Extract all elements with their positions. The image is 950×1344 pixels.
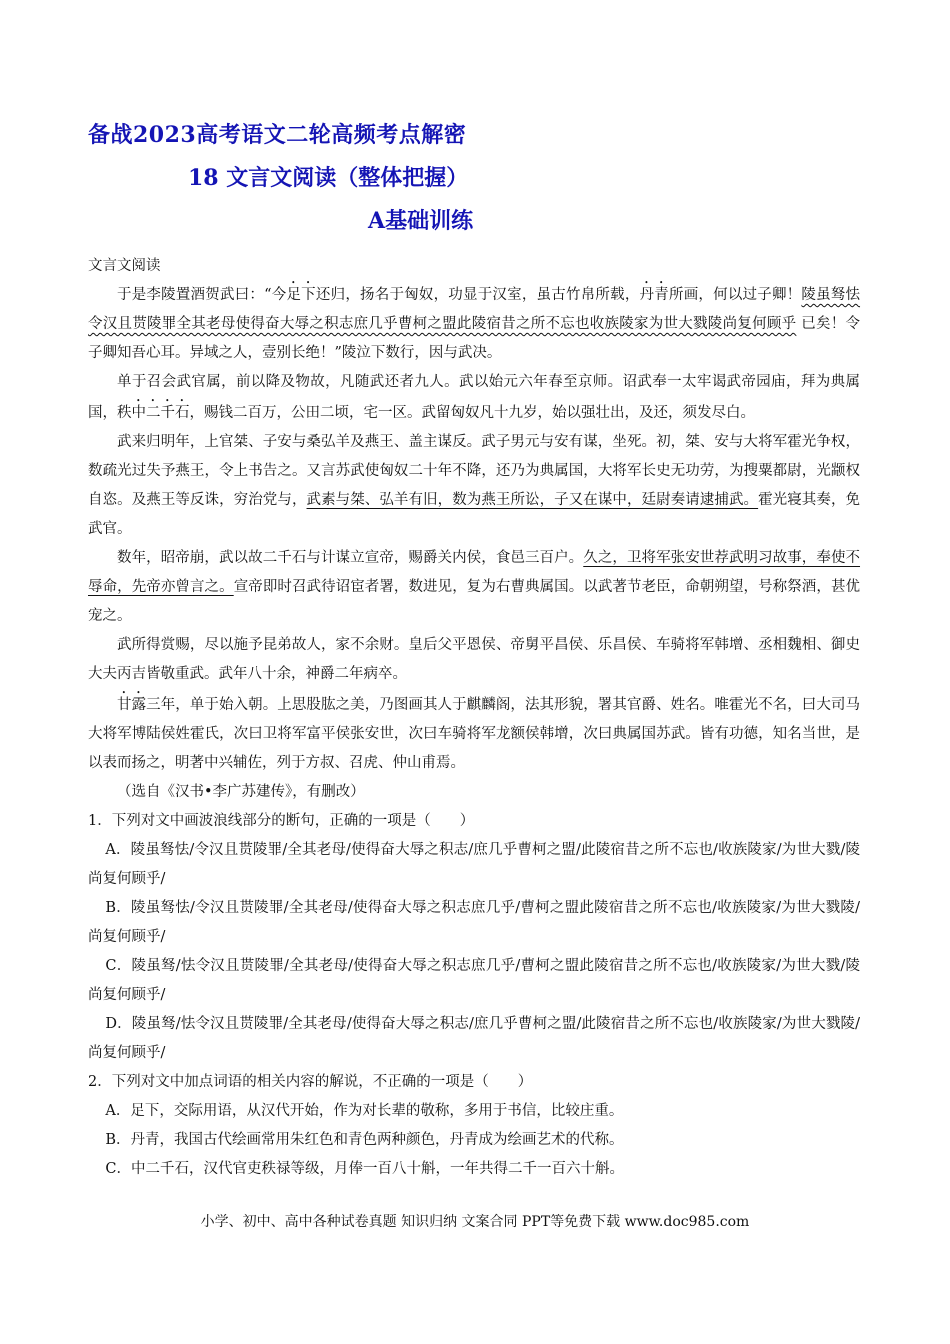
question-1-option-d: D．陵虽驽/怯令汉且贳陵罪/全其老母/使得奋大辱之积志/庶几乎曹柯之盟/此陵宿昔之所不忘也/收族陵家/为世大戮陵/尚复何顾乎/ — [88, 1016, 860, 1061]
wavy-underlined-text: 陵虽驽怯令汉且贳陵罪全其老母使得奋大辱之积志庶几乎曹柯之盟此陵宿昔之所不忘也收族陵家为世大戮陵尚复何顾乎 — [88, 287, 861, 332]
passage-paragraph-3: 武来归明年，上官桀、子安与桑弘羊及燕王、盖主谋反。武子男元与安有谋，坐死。初，桀、安与大将军霍光争权，数疏光过失予燕王，令上书告之。又言苏武使匈奴二十年不降，还乃为典属国，大将军长史无功劳，为搜粟都尉，光颛权自恣。及燕王等反诛，穷治党与，武素与桀、弘羊有旧，数为燕王所讼，子又在谋中，廷尉奏请逮捕武。霍光寝其奏，免武官。 — [88, 434, 861, 537]
emphasis-term-zuxia: 足下 — [286, 287, 316, 303]
question-1-option-b: B．陵虽驽怯/令汉且贳陵罪/全其老母/使得奋大辱之积志庶几乎/曹柯之盟此陵宿昔之所不忘也/收族陵家/为世大戮陵/尚复何顾乎/ — [88, 900, 860, 945]
question-2-stem: 2．下列对文中加点词语的相关内容的解说，不正确的一项是（ ） — [88, 1074, 533, 1090]
question-1-option-c: C．陵虽驽/怯令汉且贳陵罪/全其老母/使得奋大辱之积志庶几乎/曹柯之盟此陵宿昔之所不忘也/收族陵家/为世大戮/陵尚复何顾乎/ — [88, 958, 860, 1003]
passage-paragraph-1: 于是李陵置酒贺武曰：“今足下还归，扬名于匈奴，功显于汉室，虽古竹帛所载，丹青所画，何以过子卿！陵虽驽怯令汉且贳陵罪全其老母使得奋大辱之积志庶几乎曹柯之盟此陵宿昔之所不忘也收族陵家为世大戮陵尚复何顾乎 已矣！令子卿知吾心耳。异域之人，壹别长绝！”陵泣下数行，因与武决。 — [88, 287, 861, 361]
question-2-option-b: B．丹青，我国古代绘画常用朱红色和青色两种颜色，丹青成为绘画艺术的代称。 — [105, 1132, 624, 1148]
document-title: 备战2023高考语文二轮高频考点解密 — [88, 122, 467, 148]
section-heading: A基础训练 — [368, 208, 474, 234]
section-label: 文言文阅读 — [88, 258, 161, 274]
emphasis-term-ganlu: 甘露 — [117, 697, 147, 713]
passage-source: （选自《汉书•李广苏建传》，有删改） — [117, 784, 365, 800]
underlined-sentence-2: 久之，卫将军张安世荐武明习故事，奉使不辱命，先帝亦曾言之。 — [88, 550, 861, 595]
passage-paragraph-4: 数年，昭帝崩，武以故二千石与计谋立宣帝，赐爵关内侯，食邑三百户。久之，卫将军张安世荐武明习故事，奉使不辱命，先帝亦曾言之。宣帝即时召武待诏宦者署，数进见，复为右曹典属国。以武著节老臣，命朝朔望，号称祭酒，甚优宠之。 — [88, 550, 861, 624]
passage-paragraph-2: 单于召会武官属，前以降及物故，凡随武还者九人。武以始元六年春至京师。诏武奉一太牢谒武帝园庙，拜为典属国，秩中二千石，赐钱二百万，公田二顷，宅一区。武留匈奴凡十九岁，始以强壮出，及还，须发尽白。 — [88, 374, 860, 421]
document-subtitle: 18 文言文阅读（整体把握） — [188, 165, 469, 191]
question-2-option-c: C．中二千石，汉代官吏秩禄等级，月俸一百八十斛，一年共得二千一百六十斛。 — [105, 1161, 624, 1177]
question-2-option-a: A．足下，交际用语，从汉代开始，作为对长辈的敬称，多用于书信，比较庄重。 — [105, 1103, 624, 1119]
emphasis-term-danqing: 丹青 — [639, 287, 669, 303]
document-page — [88, 108, 860, 1184]
page-footer: 小学、初中、高中各种试卷真题 知识归纳 文案合同 PPT等免费下载 www.doc985.com — [200, 1214, 750, 1230]
passage-paragraph-5: 武所得赏赐，尽以施予昆弟故人，家不余财。皇后父平恩侯、帝舅平昌侯、乐昌侯、车骑将军韩增、丞相魏相、御史大夫丙吉皆敬重武。武年八十余，神爵二年病卒。 — [88, 637, 860, 682]
underlined-sentence-1: 武素与桀、弘羊有旧，数为燕王所讼，子又在谋中，廷尉奏请逮捕武。 — [306, 492, 759, 508]
question-1-option-a: A．陵虽驽怯/令汉且贳陵罪/全其老母/使得奋大辱之积志/庶几乎曹柯之盟/此陵宿昔之所不忘也/收族陵家/为世大戮/陵尚复何顾乎/ — [88, 842, 860, 887]
passage-paragraph-6: 甘露三年，单于始入朝。上思股肱之美，乃图画其人于麒麟阁，法其形貌，署其官爵、姓名。唯霍光不名，曰大司马大将军博陆侯姓霍氏，次曰卫将军富平侯张安世，次曰车骑将军龙额侯韩增，次曰典属国苏武。皆有功德，知名当世，是以表而扬之，明著中兴辅佐，列于方叔、召虎、仲山甫焉。 — [88, 697, 860, 771]
emphasis-term-zhongerqianshi: 中二千石 — [131, 405, 190, 421]
question-1-stem: 1．下列对文中画波浪线部分的断句，正确的一项是（ ） — [88, 813, 475, 829]
